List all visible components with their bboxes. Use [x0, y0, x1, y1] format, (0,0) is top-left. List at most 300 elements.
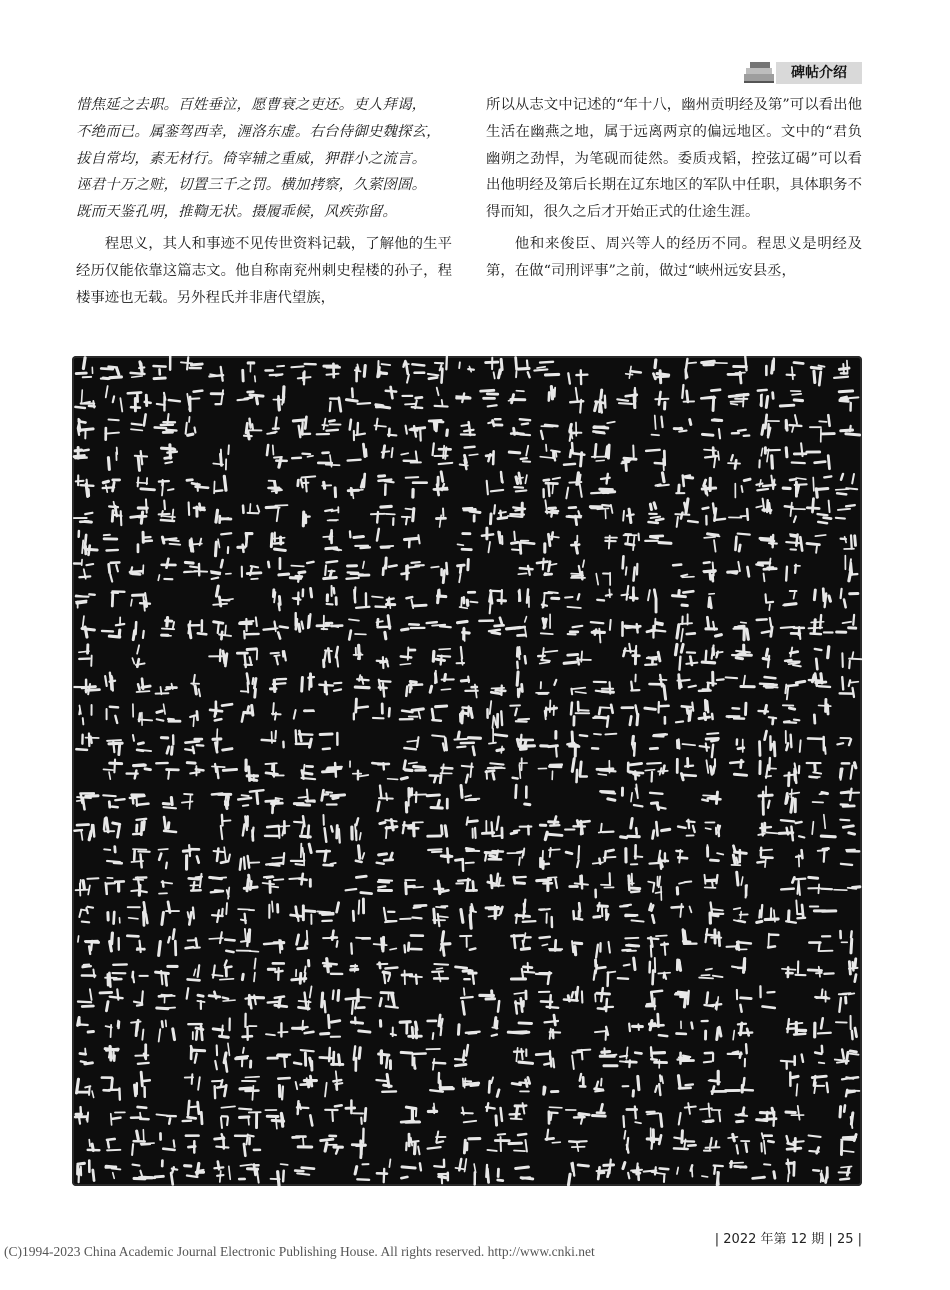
rubbing-glyph [753, 1164, 775, 1178]
rubbing-glyph [597, 761, 616, 775]
rubbing-glyph [266, 1023, 288, 1036]
rubbing-glyph [814, 589, 830, 607]
rubbing-glyph [403, 822, 423, 836]
rubbing-glyph [270, 679, 286, 691]
rubbing-glyph [702, 645, 722, 662]
rubbing-glyph [82, 616, 94, 637]
rubbing-glyph [488, 874, 504, 888]
rubbing-glyph [595, 1027, 608, 1040]
rubbing-glyph [840, 763, 855, 780]
rubbing-glyph [185, 1074, 200, 1090]
rubbing-glyph [783, 478, 806, 496]
rubbing-glyph [242, 566, 261, 579]
rubbing-glyph [737, 990, 751, 1012]
rubbing-glyph [540, 445, 560, 461]
rubbing-glyph [462, 763, 473, 782]
rubbing-glyph [571, 560, 585, 579]
rubbing-glyph [187, 391, 202, 411]
rubbing-glyph [433, 443, 453, 464]
rubbing-glyph [131, 499, 147, 523]
rubbing-glyph [237, 649, 257, 667]
rubbing-glyph [580, 1074, 586, 1087]
rubbing-glyph [541, 848, 560, 868]
rubbing-glyph [626, 366, 641, 378]
rubbing-glyph [807, 499, 831, 524]
rubbing-glyph [677, 882, 691, 894]
rubbing-glyph [104, 818, 120, 837]
rubbing-glyph [292, 454, 313, 459]
rubbing-glyph [371, 506, 395, 525]
rubbing-glyph [105, 878, 124, 894]
rubbing-glyph [209, 367, 223, 381]
rubbing-glyph [842, 652, 861, 668]
rubbing-glyph [127, 765, 151, 779]
rubbing-glyph [157, 704, 180, 721]
rubbing-glyph [481, 390, 498, 406]
rubbing-glyph [131, 849, 149, 867]
rubbing-glyph [188, 620, 206, 637]
rubbing-glyph [266, 853, 284, 866]
rubbing-glyph [188, 908, 194, 925]
rubbing-glyph [841, 789, 859, 807]
rubbing-glyph [647, 619, 665, 638]
rubbing-glyph [380, 820, 397, 838]
rubbing-glyph [593, 1104, 606, 1116]
rubbing-glyph [461, 677, 477, 698]
rubbing-glyph [138, 532, 152, 552]
rubbing-glyph [185, 1164, 204, 1177]
quote-line: 诬君十万之赃，切置三千之罚。横加拷察，久萦囹圄。 [76, 177, 427, 194]
rubbing-glyph [786, 565, 800, 581]
rubbing-glyph [107, 707, 119, 723]
rubbing-glyph [298, 476, 315, 491]
rubbing-glyph [700, 733, 719, 757]
rubbing-glyph [159, 881, 172, 893]
rubbing-glyph [810, 907, 836, 912]
rubbing-glyph [102, 617, 124, 637]
rubbing-glyph [133, 1165, 155, 1179]
rubbing-glyph [456, 393, 470, 402]
rubbing-glyph [406, 477, 427, 497]
rubbing-glyph [702, 478, 715, 495]
rubbing-glyph [737, 739, 744, 752]
rubbing-glyph [709, 594, 715, 608]
rubbing-glyph [676, 475, 692, 493]
rubbing-glyph [728, 1044, 747, 1066]
rubbing-glyph [134, 1072, 149, 1097]
rubbing-glyph [374, 937, 397, 951]
rubbing-glyph [266, 505, 287, 521]
rubbing-glyph [132, 1130, 154, 1155]
rubbing-glyph [781, 877, 805, 895]
rubbing-glyph [785, 681, 804, 699]
rubbing-glyph [268, 481, 282, 493]
rubbing-glyph [377, 657, 388, 668]
rubbing-glyph [183, 1101, 202, 1124]
rubbing-glyph [432, 735, 447, 750]
rubbing-glyph [346, 561, 368, 578]
rubbing-glyph [322, 763, 341, 777]
rubbing-glyph [428, 1131, 446, 1148]
rubbing-glyph [538, 648, 557, 664]
rubbing-glyph [458, 621, 470, 640]
rubbing-glyph [486, 451, 494, 464]
rubbing-glyph [296, 730, 313, 747]
rubbing-glyph [650, 958, 671, 984]
rubbing-glyph [212, 1080, 226, 1098]
rubbing-glyph [271, 533, 285, 551]
rubbing-glyph [536, 680, 556, 694]
rubbing-glyph [212, 794, 231, 809]
rubbing-glyph [809, 1135, 821, 1153]
rubbing-glyph [268, 997, 287, 1007]
rubbing-glyph [564, 987, 582, 1002]
rubbing-glyph [647, 1128, 661, 1149]
rubbing-glyph [107, 1139, 120, 1150]
rubbing-glyph [593, 422, 614, 434]
rubbing-glyph [158, 559, 175, 581]
rubbing-glyph [675, 991, 689, 1007]
rubbing-glyph [380, 1021, 395, 1036]
rubbing-glyph [646, 991, 662, 1010]
rubbing-glyph [511, 419, 530, 435]
rubbing-glyph [78, 419, 93, 438]
rubbing-glyph [162, 902, 179, 925]
rubbing-glyph [127, 936, 144, 952]
body-paragraph: 程思义，其人和事迹不见传世资料记载，了解他的生平经历仅能依靠这篇志文。他自称南兖州刺史程楼的孙子，程楼事迹也无载。另外程氏并非唐代望族， [76, 235, 452, 306]
rubbing-glyph [210, 702, 232, 721]
rubbing-glyph [596, 942, 610, 958]
rubbing-glyph [645, 702, 669, 723]
rubbing-glyph [402, 509, 414, 525]
rubbing-glyph [299, 986, 312, 1009]
rubbing-glyph [489, 1077, 499, 1096]
rubbing-glyph [486, 358, 502, 379]
rubbing-glyph [133, 735, 151, 751]
rubbing-glyph [289, 874, 310, 886]
rubbing-glyph [570, 388, 583, 413]
quote-line: 既而天鉴孔明，推鞫无状。摄履乖候，风疾弥留。 [76, 204, 397, 221]
rubbing-glyph [402, 624, 425, 630]
rubbing-glyph [324, 364, 340, 377]
rubbing-glyph [354, 1046, 360, 1070]
rubbing-glyph [572, 941, 582, 955]
rubbing-glyph [785, 503, 805, 522]
rubbing-glyph [650, 793, 666, 810]
rubbing-glyph [814, 699, 830, 723]
rubbing-glyph [354, 645, 363, 658]
rubbing-glyph [650, 1014, 668, 1036]
rubbing-glyph [79, 645, 92, 666]
rubbing-glyph [211, 560, 231, 579]
rubbing-glyph [591, 620, 611, 643]
rubbing-glyph [262, 731, 284, 747]
rubbing-glyph [378, 786, 393, 811]
rubbing-glyph [352, 1129, 365, 1158]
rubbing-glyph [704, 534, 719, 552]
rubbing-glyph [815, 1018, 831, 1037]
rubbing-glyph [278, 1078, 289, 1099]
rubbing-glyph [355, 675, 369, 688]
rubbing-glyph [426, 1049, 445, 1070]
rubbing-glyph [327, 586, 337, 605]
rubbing-glyph [77, 1079, 94, 1097]
rubbing-glyph [593, 850, 616, 864]
rubbing-glyph [378, 880, 392, 891]
rubbing-glyph [108, 912, 120, 924]
rubbing-glyph [293, 417, 310, 437]
rubbing-glyph [534, 362, 558, 375]
rubbing-glyph [323, 530, 341, 550]
rubbing-glyph [678, 1053, 694, 1064]
rubbing-glyph [622, 445, 636, 470]
rubbing-glyph [160, 1133, 174, 1149]
rubbing-glyph [596, 873, 614, 897]
rubbing-glyph [644, 1167, 669, 1182]
rubbing-glyph [402, 971, 422, 985]
rubbing-glyph [322, 482, 335, 496]
rubbing-glyph [480, 991, 499, 1012]
rubbing-glyph [461, 988, 473, 1014]
rubbing-glyph [294, 816, 310, 837]
rubbing-glyph [707, 845, 723, 861]
rubbing-glyph [677, 960, 680, 970]
rubbing-glyph [567, 507, 582, 524]
rubbing-glyph [835, 1050, 859, 1064]
rubbing-glyph [162, 618, 175, 636]
rubbing-glyph [624, 1131, 628, 1153]
rubbing-glyph [704, 993, 721, 1010]
rubbing-glyph [728, 562, 749, 577]
rubbing-glyph [325, 507, 338, 520]
rubbing-glyph [325, 1071, 342, 1096]
rubbing-glyph [133, 819, 146, 835]
rubbing-glyph [106, 1021, 119, 1038]
rubbing-glyph [656, 473, 669, 486]
rubbing-glyph [460, 936, 475, 950]
rubbing-glyph [76, 878, 99, 895]
rubbing-glyph [595, 988, 613, 1011]
rubbing-glyph [677, 1165, 692, 1176]
rubbing-glyph [379, 680, 391, 697]
rubbing-glyph [317, 851, 336, 865]
rubbing-glyph [600, 1048, 617, 1065]
rubbing-glyph [768, 934, 778, 948]
rubbing-glyph [730, 1161, 746, 1167]
rubbing-glyph [402, 396, 422, 408]
rubbing-glyph [815, 1046, 824, 1063]
rubbing-glyph [294, 1050, 314, 1070]
rubbing-glyph [241, 674, 256, 698]
rubbing-glyph [271, 1164, 288, 1186]
rubbing-glyph [187, 988, 205, 1009]
rubbing-glyph [756, 559, 776, 582]
rubbing-glyph [353, 899, 363, 921]
rubbing-glyph [573, 903, 582, 919]
rubbing-glyph [75, 1107, 88, 1124]
rubbing-glyph [511, 963, 534, 979]
rubbing-glyph [132, 645, 144, 667]
rubbing-glyph [209, 932, 234, 952]
rubbing-glyph [190, 539, 202, 552]
rubbing-glyph [564, 651, 591, 664]
rubbing-glyph [623, 534, 639, 550]
rubbing-glyph [374, 419, 396, 436]
rubbing-glyph [237, 392, 263, 404]
rubbing-glyph [430, 671, 454, 692]
rubbing-glyph [621, 818, 640, 837]
rubbing-glyph [486, 906, 502, 919]
rubbing-glyph [239, 1109, 260, 1128]
rubbing-glyph [837, 738, 851, 745]
rubbing-glyph [841, 535, 856, 549]
rubbing-glyph [266, 366, 285, 376]
rubbing-glyph [623, 938, 639, 951]
rubbing-glyph [488, 419, 502, 426]
rubbing-glyph [490, 505, 506, 523]
rubbing-glyph [75, 390, 94, 408]
rubbing-glyph [164, 817, 176, 832]
rubbing-glyph [356, 846, 364, 862]
rubbing-glyph [486, 763, 505, 779]
rubbing-glyph [355, 1164, 369, 1180]
rubbing-glyph [545, 1015, 561, 1039]
rubbing-glyph [514, 991, 526, 1013]
rubbing-glyph [245, 995, 263, 1008]
rubbing-glyph [735, 534, 749, 552]
rubbing-glyph [620, 1047, 642, 1067]
rubbing-glyph [757, 905, 778, 922]
rubbing-glyph [406, 789, 426, 812]
rubbing-glyph [595, 390, 606, 412]
rubbing-glyph [128, 902, 148, 925]
rubbing-glyph [757, 1108, 776, 1126]
rubbing-glyph [351, 938, 369, 954]
rubbing-glyph [214, 622, 231, 639]
rubbing-glyph [594, 960, 616, 986]
rubbing-glyph [705, 822, 720, 836]
rubbing-glyph [516, 357, 530, 377]
rubbing-glyph [322, 990, 339, 1012]
rubbing-glyph [538, 765, 561, 780]
rubbing-glyph [782, 961, 806, 977]
rubbing-glyph [103, 795, 124, 807]
rubbing-glyph [808, 967, 833, 977]
rubbing-glyph [158, 849, 167, 868]
rubbing-glyph [428, 848, 452, 862]
rubbing-glyph [787, 1136, 804, 1151]
rubbing-glyph [508, 503, 525, 517]
rubbing-glyph [732, 430, 749, 436]
rubbing-glyph [645, 536, 671, 543]
rubbing-glyph [487, 1134, 509, 1151]
rubbing-glyph [293, 1021, 314, 1033]
rubbing-glyph [293, 1137, 312, 1148]
rubbing-glyph [541, 731, 558, 756]
rubbing-glyph [105, 964, 127, 986]
rubbing-glyph [221, 1106, 235, 1128]
rubbing-glyph [834, 361, 849, 378]
rubbing-glyph [704, 1053, 713, 1063]
rubbing-glyph [110, 933, 119, 951]
right-text-column [486, 92, 862, 285]
rubbing-glyph [325, 1105, 341, 1121]
rubbing-glyph [507, 617, 527, 637]
rubbing-glyph [652, 416, 663, 436]
rubbing-glyph [809, 674, 830, 687]
rubbing-glyph [674, 419, 691, 431]
rubbing-glyph [434, 1160, 448, 1184]
rubbing-glyph [273, 590, 280, 610]
rubbing-glyph [157, 393, 180, 411]
rubbing-glyph [401, 1052, 426, 1068]
rubbing-glyph [76, 358, 92, 378]
rubbing-glyph [699, 969, 722, 979]
rubbing-glyph [296, 1076, 317, 1089]
rubbing-glyph [213, 445, 229, 469]
rubbing-glyph [489, 729, 507, 753]
rubbing-glyph [486, 1165, 503, 1182]
rubbing-glyph [544, 1087, 558, 1094]
rubbing-glyph [131, 1020, 143, 1040]
rubbing-glyph [238, 533, 252, 552]
rubbing-glyph [348, 444, 367, 460]
rubbing-glyph [702, 420, 721, 439]
rubbing-glyph [673, 565, 694, 578]
rubbing-glyph [459, 362, 474, 371]
rubbing-glyph [181, 357, 202, 369]
rubbing-glyph [239, 1164, 258, 1182]
rubbing-glyph [762, 415, 779, 438]
rubbing-glyph [568, 626, 583, 635]
rubbing-glyph [383, 558, 397, 575]
rubbing-glyph [131, 414, 146, 430]
rubbing-glyph [647, 1112, 662, 1127]
rubbing-glyph [322, 790, 345, 804]
rubbing-glyph [297, 1101, 312, 1125]
rubbing-glyph [460, 706, 472, 723]
rubbing-glyph [185, 739, 203, 753]
rubbing-glyph [815, 989, 829, 1001]
rubbing-glyph [189, 874, 202, 891]
rubbing-glyph [377, 529, 393, 547]
rubbing-glyph [620, 905, 643, 922]
rubbing-glyph [699, 672, 724, 691]
rubbing-glyph [402, 562, 424, 579]
rubbing-glyph [650, 851, 668, 869]
rubbing-glyph [215, 533, 231, 555]
rubbing-glyph [430, 764, 453, 782]
rubbing-glyph [571, 536, 579, 554]
rubbing-glyph [432, 964, 448, 981]
rubbing-glyph [434, 881, 448, 894]
rubbing-glyph [733, 1023, 752, 1040]
rubbing-glyph [461, 904, 476, 928]
rubbing-glyph [571, 688, 586, 695]
rubbing-glyph [162, 445, 177, 463]
rubbing-glyph [330, 398, 341, 411]
rubbing-glyph [427, 622, 451, 627]
rubbing-glyph [780, 391, 802, 406]
rubbing-glyph [514, 877, 526, 884]
rubbing-glyph [78, 1161, 94, 1183]
rubbing-glyph [781, 1054, 803, 1068]
rubbing-glyph [541, 425, 557, 439]
rubbing-glyph [131, 877, 146, 895]
rubbing-glyph [703, 503, 725, 524]
rubbing-glyph [214, 476, 226, 493]
rubbing-glyph [726, 676, 755, 687]
